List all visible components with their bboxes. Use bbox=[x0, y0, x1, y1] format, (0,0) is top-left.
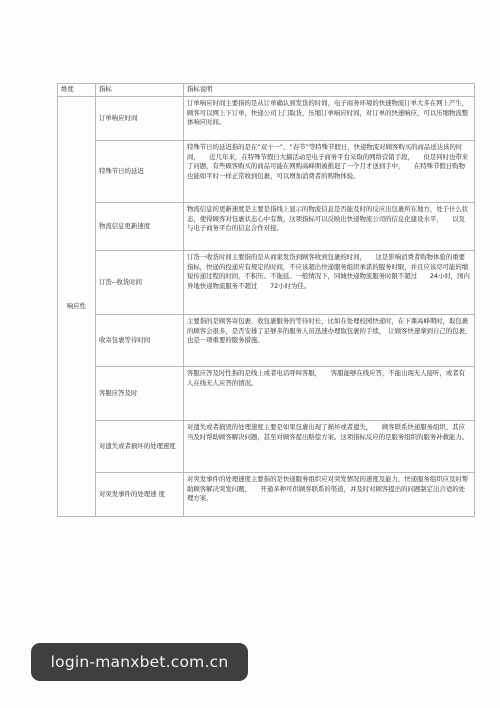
table-row bbox=[58, 421, 475, 473]
table-row bbox=[58, 141, 475, 203]
header-indicator: 指标 bbox=[96, 84, 184, 97]
header-description: 指标说明 bbox=[184, 84, 475, 97]
indicator-cell: 订单响应时间 bbox=[96, 97, 184, 141]
indicator-cell: 对遗失或者损坏的处理速度 bbox=[96, 421, 184, 473]
indicator-table bbox=[57, 83, 481, 517]
table-header-row bbox=[58, 84, 475, 97]
indicator-cell: 对突发事件的处理速 度 bbox=[96, 473, 184, 517]
indicator-cell: 物流信息更新速度 bbox=[96, 203, 184, 251]
description-cell: 对遗失或者损毁的处理速度主要是如果包裹出现了损坏或者遗失， 顾客联系快递服务组织，其应当及时帮助顾客解决问题，甚至对顾客提出赔偿方案。这项指标反应的是服务组织的服务补救能力。 bbox=[184, 421, 475, 473]
table-row bbox=[58, 367, 475, 421]
indicator-cell: 订货--收货时间 bbox=[96, 251, 184, 315]
description-cell: 订货一收货时间主要指的是从商家发货到顾客收到包裹的时间， 这是影响消费者购物体验的重要指标，快递的投递应有规定的时间，不应该超出快递服务组织承诺的服务时限，并且应该尽可能的缩短传递过程的时间，不积压、不拖延。一般情况下，同城快递物流服务时限不超过 24小时，国内异地快递物流服务不超过 72小时为佳。 bbox=[184, 251, 475, 315]
table-row bbox=[58, 97, 475, 141]
description-cell: 订单响应时间主要指的是从订单确认到发货的时间，电子商务环境的快速物流订单大多在网上产生，顾客可以网上下订单，快递公司上门取货，压缩订单响应时间，对订单的快速响应，可以压缩物流整体响应时间。 bbox=[184, 97, 475, 141]
indicator-cell: 收寄包裹等待时间 bbox=[96, 315, 184, 367]
table-row bbox=[58, 473, 475, 517]
header-dimension: 维度 bbox=[58, 84, 96, 97]
indicator-cell: 客服应答及时 bbox=[96, 367, 184, 421]
description-cell: 客服应答及时性指的是线上或者电话呼叫客服， 客服能够在线应答，不能出现无人接听，或者有人在线无人应答的情况。 bbox=[184, 367, 475, 421]
table-row bbox=[58, 315, 475, 367]
dimension-cell: 响应性 bbox=[58, 97, 96, 517]
description-cell: 物流信息的更新速度是主要是指线上显示的物流信息是否能及时的反应出包裹所在地方，处于什么状态，使得顾客对包裹状态心中有数，这项指标可以反映出快递物流公司的信息化建设水平， 以及与电子商务平台的信息合作对接。 bbox=[184, 203, 475, 251]
description-cell: 主要指的是顾客寄包裹、收包裹服务的等待时长，比如在处理校园快递时，在下课高峰期时，取包裹的顾客会很多，是否安排了足够多的服务人员迅速办理取包裹的手续， 让顾客快速拿到自己的包裹， 也是一项重要的服务措施。 bbox=[184, 315, 475, 367]
indicator-cell: 特殊节日的延迟 bbox=[96, 141, 184, 203]
table-row bbox=[58, 203, 475, 251]
watermark-banner: login-manxbet.com.cn bbox=[31, 643, 248, 681]
table-row bbox=[58, 251, 475, 315]
description-cell: 特殊节日的延迟指的是在“双十一”、“春节”等特殊节假日，快递物流对顾客购买的商品送达该的时间， 近几年来，在特殊节假日大搞活动是电子商务平台采取的网络营销手段， 但是同时也带来了问题，有些顾客购买的商品可能在网购高峰期被推迟了一个月才送到手中， 在特殊节假日购物也能如平时一样正常收到包裹，可以增加消费者的购物体验。 bbox=[184, 141, 475, 203]
description-cell: 对突发事件的处理速度主要指的是快递服务组织应对突发情况的速度及能力，快递服务组织应及时帮助顾客解决突发问题， 开通多种可供顾客联系的渠道，并及时对顾客提出的问题制定出合适的处理方案。 bbox=[184, 473, 475, 517]
